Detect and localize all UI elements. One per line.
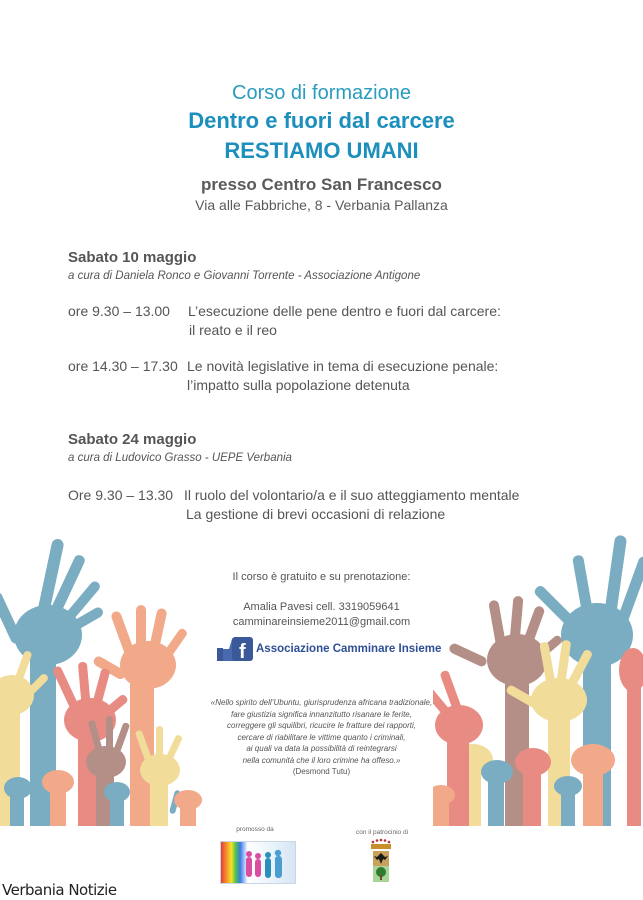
municipal-coat-of-arms	[369, 836, 393, 884]
day-curators: a cura di Daniela Ronco e Giovanni Torrente - Associazione Antigone	[68, 270, 421, 282]
course-slogan: RESTIAMO UMANI	[224, 138, 419, 163]
quote-line: «Nello spirito dell’Ubuntu, giurisprudenza africana tradizionale,	[210, 698, 433, 707]
contact-email[interactable]: camminareinsieme2011@gmail.com	[232, 616, 411, 628]
quote-line: nella comunità che il loro crimine ha offeso.»	[242, 755, 401, 765]
booking-info	[0, 570, 643, 630]
quote-author: (Desmond Tutu)	[292, 767, 351, 776]
contact-phone: Amalia Pavesi cell. 3319059641	[243, 601, 400, 613]
session-time: ore 14.30 – 17.30	[68, 358, 178, 374]
day-section-1	[68, 248, 420, 284]
free-course-notice: Il corso è gratuito e su prenotazione:	[232, 571, 411, 583]
session-time: Ore 9.30 – 13.30	[68, 487, 174, 503]
session-row	[68, 486, 548, 526]
facebook-like-icon	[217, 636, 253, 662]
patronage-label: con il patrocinio di	[355, 829, 409, 836]
facebook-link[interactable]	[217, 636, 441, 662]
course-title: Dentro e fuori dal carcere	[188, 108, 455, 133]
svg-text:f: f	[239, 641, 246, 662]
day-section-2	[68, 430, 292, 466]
source-watermark: Verbania Notizie	[2, 881, 117, 899]
session-topic-detail: l’impatto sulla popolazione detenuta	[187, 377, 410, 393]
session-time: ore 9.30 – 13.00	[68, 303, 170, 319]
course-subtitle: Corso di formazione	[232, 82, 411, 104]
camminare-insieme-logo	[220, 841, 296, 884]
session-topic-detail: La gestione di brevi occasioni di relazione	[186, 506, 446, 522]
session-topic: L’esecuzione delle pene dentro e fuori dal carcere:	[188, 303, 501, 319]
venue-address: Via alle Fabbriche, 8 - Verbania Pallanza	[195, 197, 448, 213]
session-topic-detail: il reato e il reo	[189, 322, 277, 338]
session-topic: Le novità legislative in tema di esecuzione penale:	[187, 358, 499, 374]
facebook-page-name: Associazione Camminare Insieme	[256, 643, 442, 655]
flyer-header	[0, 80, 643, 214]
venue-name: presso Centro San Francesco	[201, 175, 442, 194]
promoted-by-label: promosso da	[236, 826, 274, 833]
session-row	[68, 302, 548, 342]
quote-line: ai quali va data la possibilità di reintegrarsi	[246, 744, 397, 753]
session-topic: Il ruolo del volontario/a e il suo atteggiamento mentale	[184, 487, 520, 503]
day-title: Sabato 24 maggio	[68, 431, 197, 448]
day-title: Sabato 10 maggio	[68, 249, 197, 266]
quote-line: fare giustizia significa innanzitutto risanare le ferite,	[231, 709, 412, 719]
ubuntu-quote	[180, 697, 463, 778]
quote-line: cercare di riabilitare le vittime quanto i criminali,	[237, 732, 406, 742]
session-row	[68, 357, 548, 397]
day-curators: a cura di Ludovico Grasso - UEPE Verbania	[68, 452, 292, 464]
quote-line: correggere gli squilibri, ricucire le fratture dei rapporti,	[227, 721, 416, 730]
